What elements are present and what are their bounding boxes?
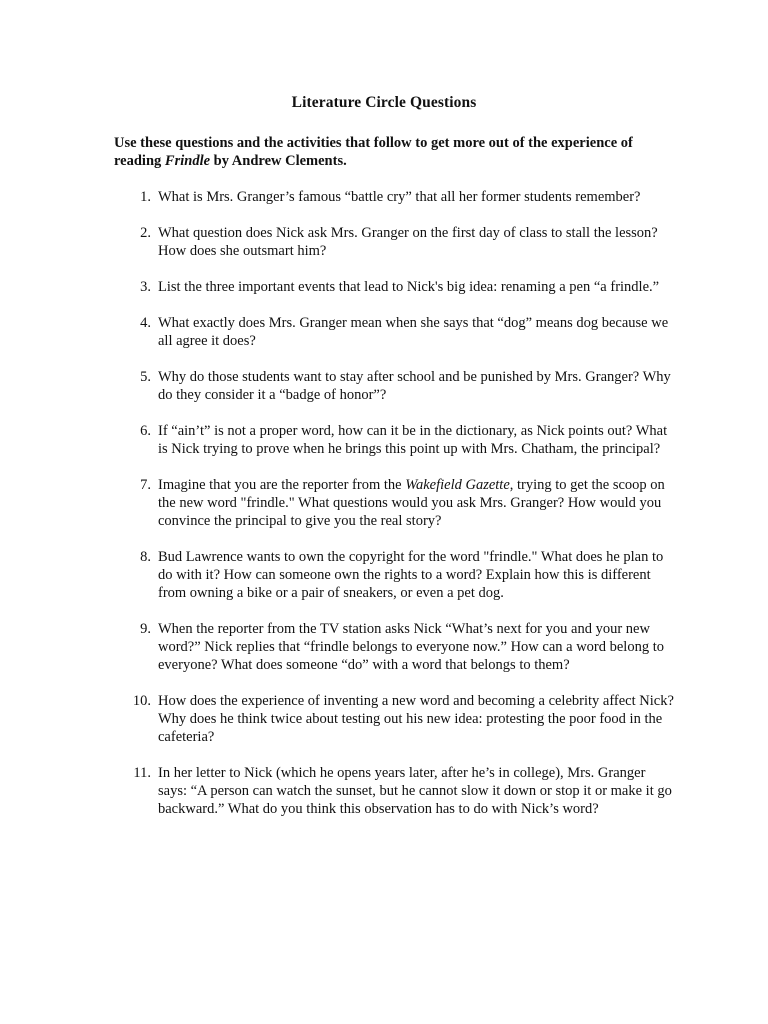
question-item-2	[114, 224, 674, 260]
question-number: 8.	[140, 549, 151, 565]
question-number: 1.	[140, 189, 151, 205]
question-number: 3.	[140, 279, 151, 295]
book-title: Frindle	[164, 153, 211, 169]
question-text: How does the experience of inventing a new word and becoming a celebrity affect Nick? Why does he think twice about testing out his new idea: protesting the poor food in the cafeteria?	[158, 693, 674, 745]
question-text: What question does Nick ask Mrs. Granger on the first day of class to stall the lesson? How does she outsmart him?	[158, 225, 676, 259]
question-item-8	[114, 548, 674, 602]
question-text	[158, 477, 665, 529]
question-text: When the reporter from the TV station asks Nick “What’s next for you and your new word?” Nick replies that “frindle belongs to everyone now.” How can a word belong to everyone? What does someone “do” with a word that belongs to them?	[158, 621, 664, 673]
question-number: 7.	[140, 477, 151, 493]
question-text-before: Imagine that you are the reporter from the	[158, 477, 406, 493]
question-item-6	[114, 422, 674, 458]
newspaper-title: Wakefield Gazette	[405, 477, 510, 493]
question-text: In her letter to Nick (which he opens years later, after he’s in college), Mrs. Granger says: “A person can watch the sunset, but he cannot slow it down or stop it or make it go backward.” What do you think this observation has to do with Nick’s word?	[158, 765, 672, 817]
intro-text-after: by Andrew Clements.	[210, 153, 347, 169]
question-item-7	[114, 476, 674, 530]
question-text: Bud Lawrence wants to own the copyright for the word "frindle." What does he plan to do with it? How can someone own the rights to a word? Explain how this is different from owning a bike or a pair of sneakers, or even a pet dog.	[158, 549, 664, 601]
question-number: 5.	[140, 369, 151, 385]
question-number: 9.	[140, 621, 151, 637]
question-number: 11.	[133, 765, 151, 781]
question-text: Why do those students want to stay after school and be punished by Mrs. Granger? Why do they consider it a “badge of honor”?	[158, 369, 671, 403]
question-text-after: , trying to get the scoop on the new word "frindle." What questions would you ask Mrs. Granger? How would you convince the principal to give you the real story?	[158, 477, 665, 529]
question-text: What is Mrs. Granger’s famous “battle cry” that all her former students remember?	[158, 189, 641, 205]
page-title: Literature Circle Questions	[291, 94, 477, 111]
question-item-5	[114, 368, 674, 404]
question-item-9	[114, 620, 674, 674]
intro-text-before: Use these questions and the activities that follow to get more out of the experience of reading	[114, 135, 633, 169]
question-text: What exactly does Mrs. Granger mean when she says that “dog” means dog because we all agree it does?	[158, 315, 669, 349]
question-text: If “ain’t” is not a proper word, how can it be in the dictionary, as Nick points out? What is Nick trying to prove when he brings this point up with Mrs. Chatham, the principal?	[158, 423, 668, 457]
question-item-4	[114, 314, 674, 350]
question-list	[114, 188, 674, 818]
question-number: 6.	[140, 423, 151, 439]
question-number: 10.	[132, 693, 151, 709]
question-number: 2.	[140, 225, 151, 241]
question-item-3	[114, 278, 674, 296]
question-item-11	[114, 764, 674, 818]
question-text: List the three important events that lead to Nick's big idea: renaming a pen “a frindle.”	[158, 279, 660, 295]
question-item-10	[114, 692, 674, 746]
question-number: 4.	[140, 315, 151, 331]
question-item-1	[114, 188, 674, 206]
intro-paragraph	[114, 134, 674, 170]
